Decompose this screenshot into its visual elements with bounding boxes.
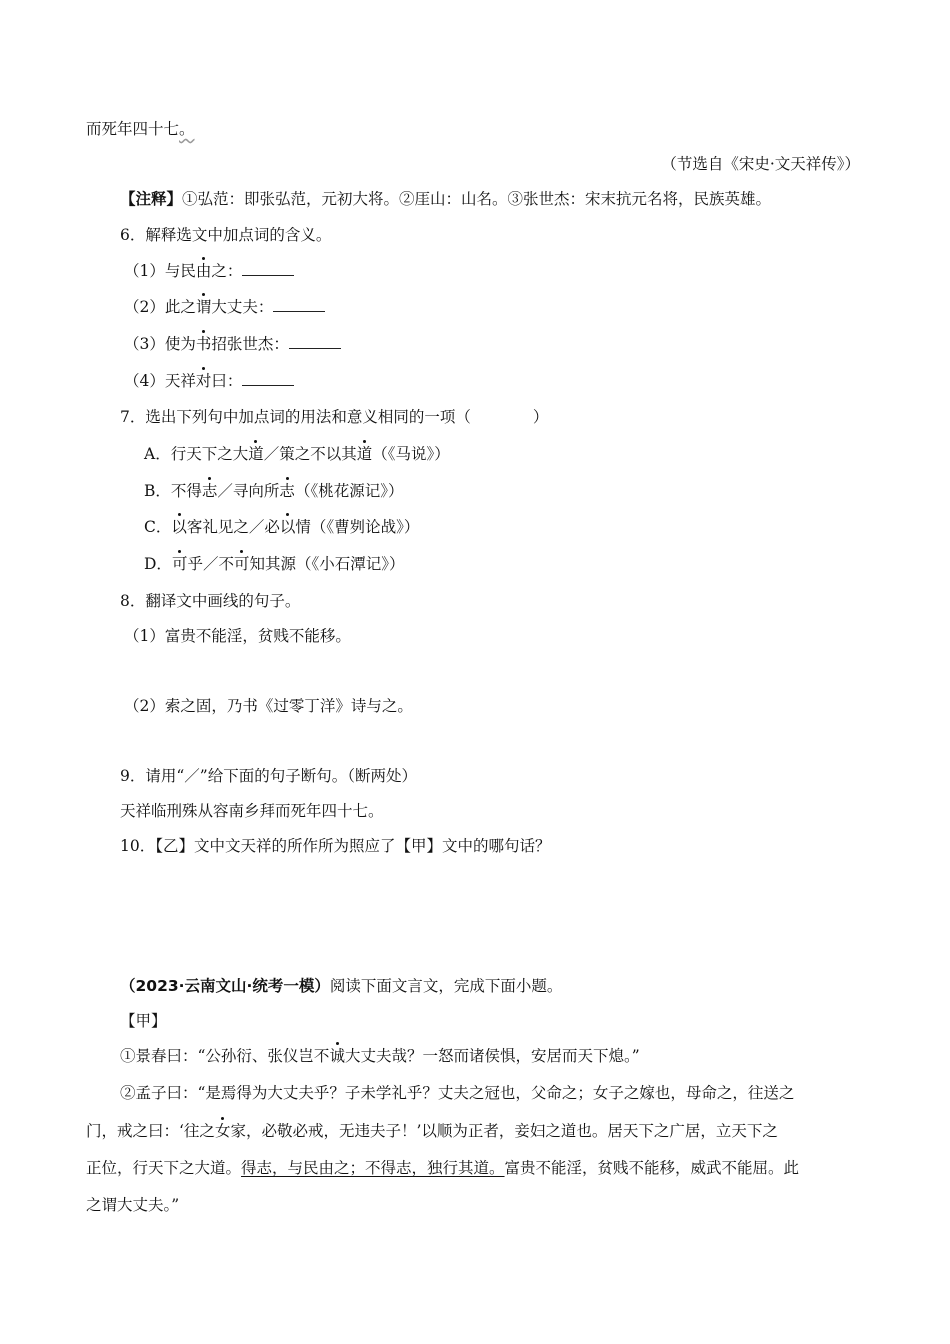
q10-title: 10．【乙】文中文天祥的所作所为照应了【甲】文中的哪句话？ bbox=[120, 837, 551, 855]
passage-end-text: 而死年四十七 bbox=[86, 120, 180, 138]
answer-blank[interactable] bbox=[289, 335, 341, 349]
opt-b-3: （《桃花源记》） bbox=[294, 482, 404, 500]
p2-l3-pre: 正位，行天下之大道。 bbox=[86, 1159, 242, 1177]
q8-title: 8．翻译文中画线的句子。 bbox=[120, 592, 301, 610]
q7-option-b[interactable] bbox=[144, 480, 403, 502]
opt-b-dot2: 志 bbox=[279, 482, 295, 500]
opt-b-dot1: 志 bbox=[201, 482, 218, 500]
q7-option-c[interactable] bbox=[144, 516, 419, 538]
opt-a-dot1: 道 bbox=[248, 445, 264, 463]
p1-dotted: 诚 bbox=[329, 1047, 345, 1065]
q9-sentence: 天祥临刑殊从容南乡拜而死年四十七。 bbox=[120, 802, 384, 820]
q6-4-pre: （4）天祥 bbox=[124, 372, 196, 390]
opt-d-1: D． bbox=[144, 555, 172, 573]
p1-post: 大丈夫哉？一怒而诸侯惧，安居而天下熄。” bbox=[344, 1047, 640, 1065]
instruction: 阅读下面文言文，完成下面小题。 bbox=[329, 977, 563, 995]
passage-end-line bbox=[86, 118, 195, 140]
opt-c-2: 客礼见之／必 bbox=[186, 518, 280, 536]
opt-a-3: （《马说》） bbox=[372, 445, 450, 463]
q6-4-post: 曰： bbox=[211, 372, 243, 390]
answer-blank[interactable] bbox=[273, 298, 325, 312]
opt-a-2: ／策之不以其 bbox=[263, 445, 357, 463]
opt-c-dot1: 以 bbox=[171, 518, 187, 536]
q6-title: 6．解释选文中加点词的含义。 bbox=[120, 226, 332, 244]
q9-title: 9．请用“／”给下面的句子断句。（断两处） bbox=[120, 767, 417, 785]
paragraph-2-line-4: 之谓大丈夫。” bbox=[86, 1196, 180, 1214]
q6-3-dotted: 书 bbox=[195, 335, 212, 353]
p2-l2-post: 家，必敬必戒，无违夫子！’以顺为正者，妾妇之道也。居天下之广居，立天下之 bbox=[230, 1122, 778, 1140]
notes-text: ①弘范：即张弘范，元初大将。②厓山：山名。③张世杰：宋末抗元名将，民族英雄。 bbox=[182, 190, 772, 208]
q6-item-3 bbox=[124, 333, 341, 355]
q6-item-1 bbox=[124, 260, 294, 282]
p2-l3-post: 富贵不能淫，贫贱不能移，威武不能屈。此 bbox=[504, 1159, 800, 1177]
opt-c-1: C． bbox=[144, 518, 172, 536]
q7-option-a[interactable] bbox=[144, 443, 450, 465]
p2-l2-dotted: 女 bbox=[214, 1122, 231, 1140]
notes-label: 【注释】 bbox=[120, 190, 183, 208]
passage-end-tail: 。 bbox=[179, 120, 195, 138]
q6-item-2 bbox=[124, 296, 325, 318]
answer-blank[interactable] bbox=[242, 262, 294, 276]
paragraph-2-line-2 bbox=[86, 1120, 778, 1142]
answer-blank[interactable] bbox=[242, 372, 294, 386]
opt-d-dot1: 可 bbox=[171, 555, 188, 573]
q6-4-dotted: 对 bbox=[195, 372, 212, 390]
p2-l2-pre: 门，戒之曰：‘往之 bbox=[86, 1122, 215, 1140]
q6-1-dotted: 由 bbox=[195, 262, 212, 280]
section-jia-label: 【甲】 bbox=[120, 1012, 167, 1030]
q7-option-d[interactable] bbox=[144, 553, 405, 575]
paragraph-2-line-1: ②孟子曰：“是焉得为大丈夫乎？子未学礼乎？丈夫之冠也，父命之；女子之嫁也，母命之，往送之 bbox=[120, 1084, 795, 1102]
source-citation: （节选自《宋史·文天祥传》） bbox=[661, 155, 860, 173]
opt-b-2: ／寻向所 bbox=[217, 482, 280, 500]
opt-d-3: 知其源（《小石潭记》） bbox=[249, 555, 405, 573]
paragraph-1 bbox=[120, 1045, 640, 1067]
notes bbox=[120, 188, 771, 210]
q6-item-4 bbox=[124, 370, 294, 392]
opt-c-3: 情（《曹刿论战》） bbox=[295, 518, 420, 536]
exam-source: （2023·云南文山·统考一模） bbox=[120, 977, 330, 995]
opt-c-dot2: 以 bbox=[279, 518, 296, 536]
q6-3-post: 招张世杰： bbox=[211, 335, 289, 353]
p1-pre: ①景春曰：“公孙衍、张仪岂不 bbox=[120, 1047, 330, 1065]
q6-2-dotted: 谓 bbox=[195, 298, 212, 316]
next-passage-header bbox=[120, 975, 562, 997]
q6-1-post: 之： bbox=[211, 262, 243, 280]
paragraph-2-line-3 bbox=[86, 1157, 799, 1179]
opt-a-1: A．行天下之大 bbox=[144, 445, 249, 463]
opt-a-dot2: 道 bbox=[356, 445, 373, 463]
opt-b-1: B．不得 bbox=[144, 482, 202, 500]
q6-2-pre: （2）此之 bbox=[124, 298, 196, 316]
q6-2-post: 大丈夫： bbox=[211, 298, 274, 316]
q7-title: 7．选出下列句中加点词的用法和意义相同的一项（ ） bbox=[120, 408, 549, 426]
underlined-sentence: 得志，与民由之；不得志，独行其道。 bbox=[241, 1159, 505, 1177]
opt-d-2: 乎／不 bbox=[187, 555, 234, 573]
q8-sentence-1: （1）富贵不能淫，贫贱不能移。 bbox=[124, 627, 351, 645]
q8-sentence-2: （2）索之固，乃书《过零丁洋》诗与之。 bbox=[124, 697, 413, 715]
opt-d-dot2: 可 bbox=[233, 555, 250, 573]
q6-1-pre: （1）与民 bbox=[124, 262, 196, 280]
q6-3-pre: （3）使为 bbox=[124, 335, 196, 353]
